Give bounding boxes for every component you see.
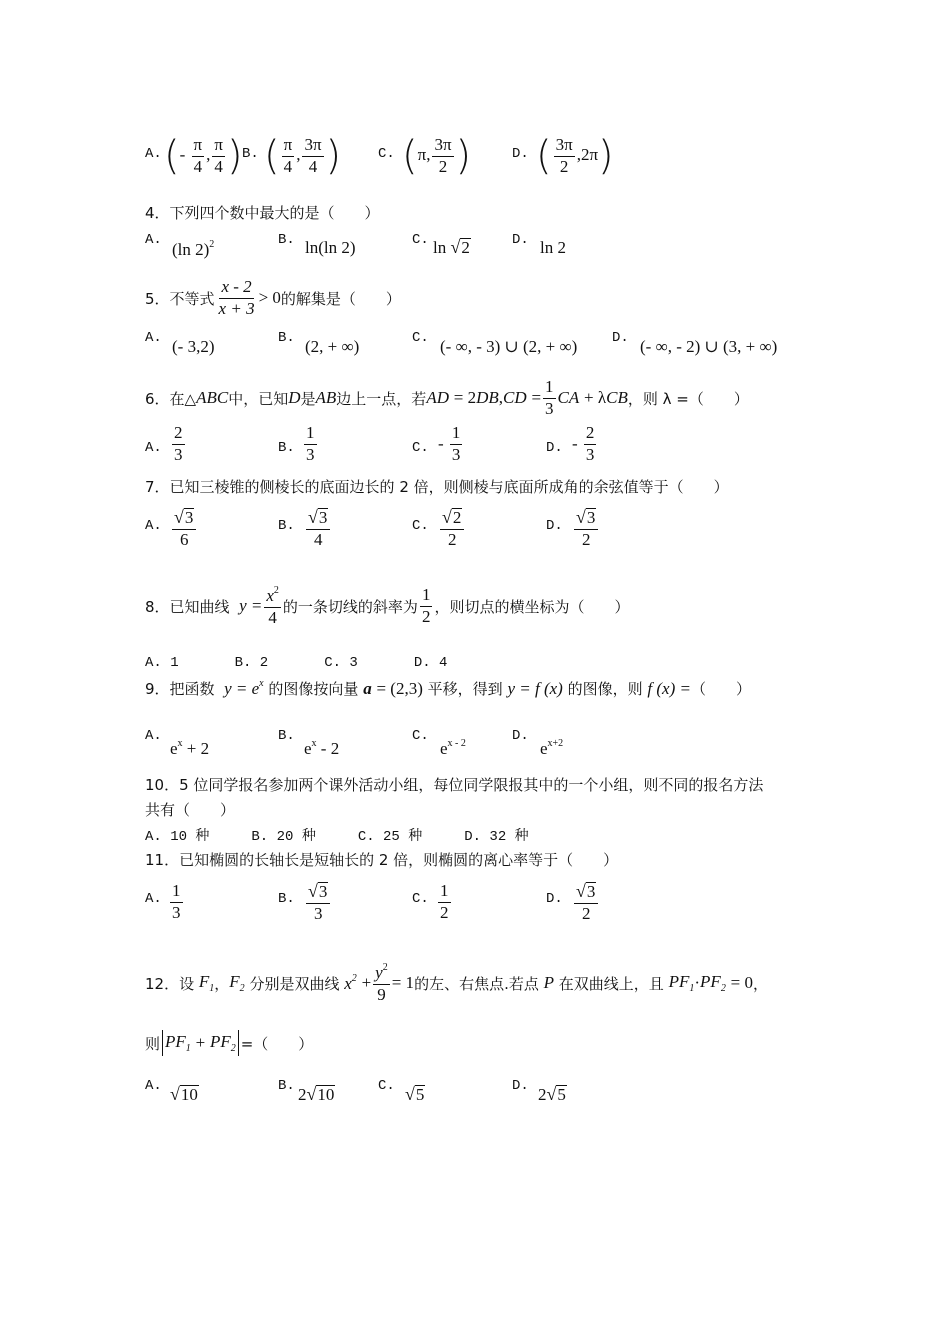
q3-c-value: (π, $\frac{3\pi}{2}$ ) [402,133,472,180]
q12-stem-line2: 则 $PF_1$ + $PF_2$ =（ ） [145,1032,314,1054]
q6-a-label: A. [145,440,162,456]
q5-a-value: (- 3,2) [172,337,215,356]
q3-a-label: A. [145,146,162,162]
q7-a-value: √ 3 6 [170,508,198,549]
q3-a-value: (- $\frac{\pi}{4}$ , $\frac{\pi}{4}$ ) [164,133,243,180]
q7-d-label: D. [546,518,563,534]
q3-d-value: ( $\frac{3\pi}{2}$ ,2π) [536,133,614,180]
q3-b-label: B. [242,146,259,162]
q11-c-label: C. [412,891,429,907]
q6-stem: 6．在△ ABC 中，已知 D 是 AB 边上一点，若 AD = 2 DB , CD = $\frac{1}{3}$ CA + λ CB ，则 λ =（ ） [145,377,749,418]
q9-b-label: B. [278,728,295,744]
q8-options: A. 1 B. 2 C. 3 D. 4 [145,655,448,671]
q9-stem: 9．把函数 $y = e^x$ 的图像按向量 a = (2,3) 平移，得到 y = f (x) 的图像，则 f (x) = （ ） [145,678,751,698]
q12-b-value: 2 √ 10 [298,1084,335,1105]
q7-d-value: √ 3 2 [572,508,600,549]
q4-a-value: (ln 2)$^2$ [172,239,215,259]
q6-a-value: $\frac{2}{3}$ [174,423,183,464]
q9-d-value: $e^{x+2}$ [540,738,564,758]
q9-b-value: $e^x - 2$ [304,738,340,758]
q7-stem: 7．已知三棱锥的侧棱长的底面边长的 2 倍，则侧棱与底面所成角的余弦值等于（ ） [145,478,729,496]
q6-b-value: $\frac{1}{3}$ [306,423,315,464]
q11-d-value: √ 3 2 [572,882,600,923]
q12-stem: 12．设 $F_1$ ， $F_2$ 分别是双曲线 $x^2$ + $\frac{y^2}{9}$ = 1 的左、右焦点.若点 P 在双曲线上，且 $PF_1$ · $PF_2$ = 0 ， [145,962,768,1004]
q12-a-label: A. [145,1078,162,1094]
q5-a-label: A. [145,330,162,346]
q12-c-label: C. [378,1078,395,1094]
q7-a-label: A. [145,518,162,534]
q11-b-label: B. [278,891,295,907]
q11-d-label: D. [546,891,563,907]
q11-stem: 11．已知椭圆的长轴长是短轴长的 2 倍，则椭圆的离心率等于（ ） [145,851,619,869]
q6-d-label: D. [546,440,563,456]
q9-c-label: C. [412,728,429,744]
q6-c-label: C. [412,440,429,456]
q3-d-label: D. [512,146,529,162]
q4-c-label: C. [412,232,429,248]
q10-stem-line1: 10．5 位同学报名参加两个课外活动小组，每位同学限报其中的一个小组，则不同的报名方法 [145,776,764,794]
q7-c-value: √ 2 2 [438,508,466,549]
q5-d-value: (- ∞, - 2) ∪ (3, + ∞) [640,337,778,356]
q10-stem-line2: 共有（ ） [145,801,236,819]
q4-b-value: ln(ln 2) [305,238,356,257]
q5-stem: 5．不等式 $\frac{x - 2}{x + 3}$ > 0 的解集是（ ） [145,277,401,318]
q12-b-label: B. [278,1078,295,1094]
q8-stem: 8．已知曲线 y = $\frac{x^2}{4}$ 的一条切线的斜率为 $\frac{1}{2}$ ，则切点的横坐标为（ ） [145,585,630,627]
q4-b-label: B. [278,232,295,248]
q7-b-value: √ 3 4 [304,508,332,549]
q10-options: A. 10 种 B. 20 种 C. 25 种 D. 32 种 [145,829,529,845]
q5-b-label: B. [278,330,295,346]
q7-b-label: B. [278,518,295,534]
q12-c-value: √ 5 [405,1084,425,1105]
q6-b-label: B. [278,440,295,456]
q12-d-value: 2 √ 5 [538,1084,566,1105]
q9-d-label: D. [512,728,529,744]
q11-c-value: $\frac{1}{2}$ [440,881,449,922]
q11-b-value: √ 3 3 [304,882,332,923]
q4-d-label: D. [512,232,529,248]
q9-c-value: $e^{x - 2}$ [440,738,466,758]
q5-c-label: C. [412,330,429,346]
q5-d-label: D. [612,330,629,346]
q3-b-value: ( $\frac{\pi}{4}$ , $\frac{3\pi}{4}$ ) [264,133,342,180]
q9-a-label: A. [145,728,162,744]
q6-c-value: - $\frac{1}{3}$ [438,423,461,464]
q12-d-label: D. [512,1078,529,1094]
q11-a-value: $\frac{1}{3}$ [172,881,181,922]
q4-d-value: ln 2 [540,238,566,257]
q4-a-label: A. [145,232,162,248]
q3-c-label: C. [378,146,395,162]
q5-b-value: (2, + ∞) [305,337,360,356]
q12-a-value: √ 10 [170,1084,198,1105]
q4-stem: 4．下列四个数中最大的是（ ） [145,204,380,222]
q6-d-value: - $\frac{2}{3}$ [572,423,595,464]
q5-c-value: (- ∞, - 3) ∪ (2, + ∞) [440,337,578,356]
q11-a-label: A. [145,891,162,907]
q4-c-value: ln √ 2 [433,237,470,258]
q9-a-value: $e^x + 2$ [170,738,210,758]
q7-c-label: C. [412,518,429,534]
